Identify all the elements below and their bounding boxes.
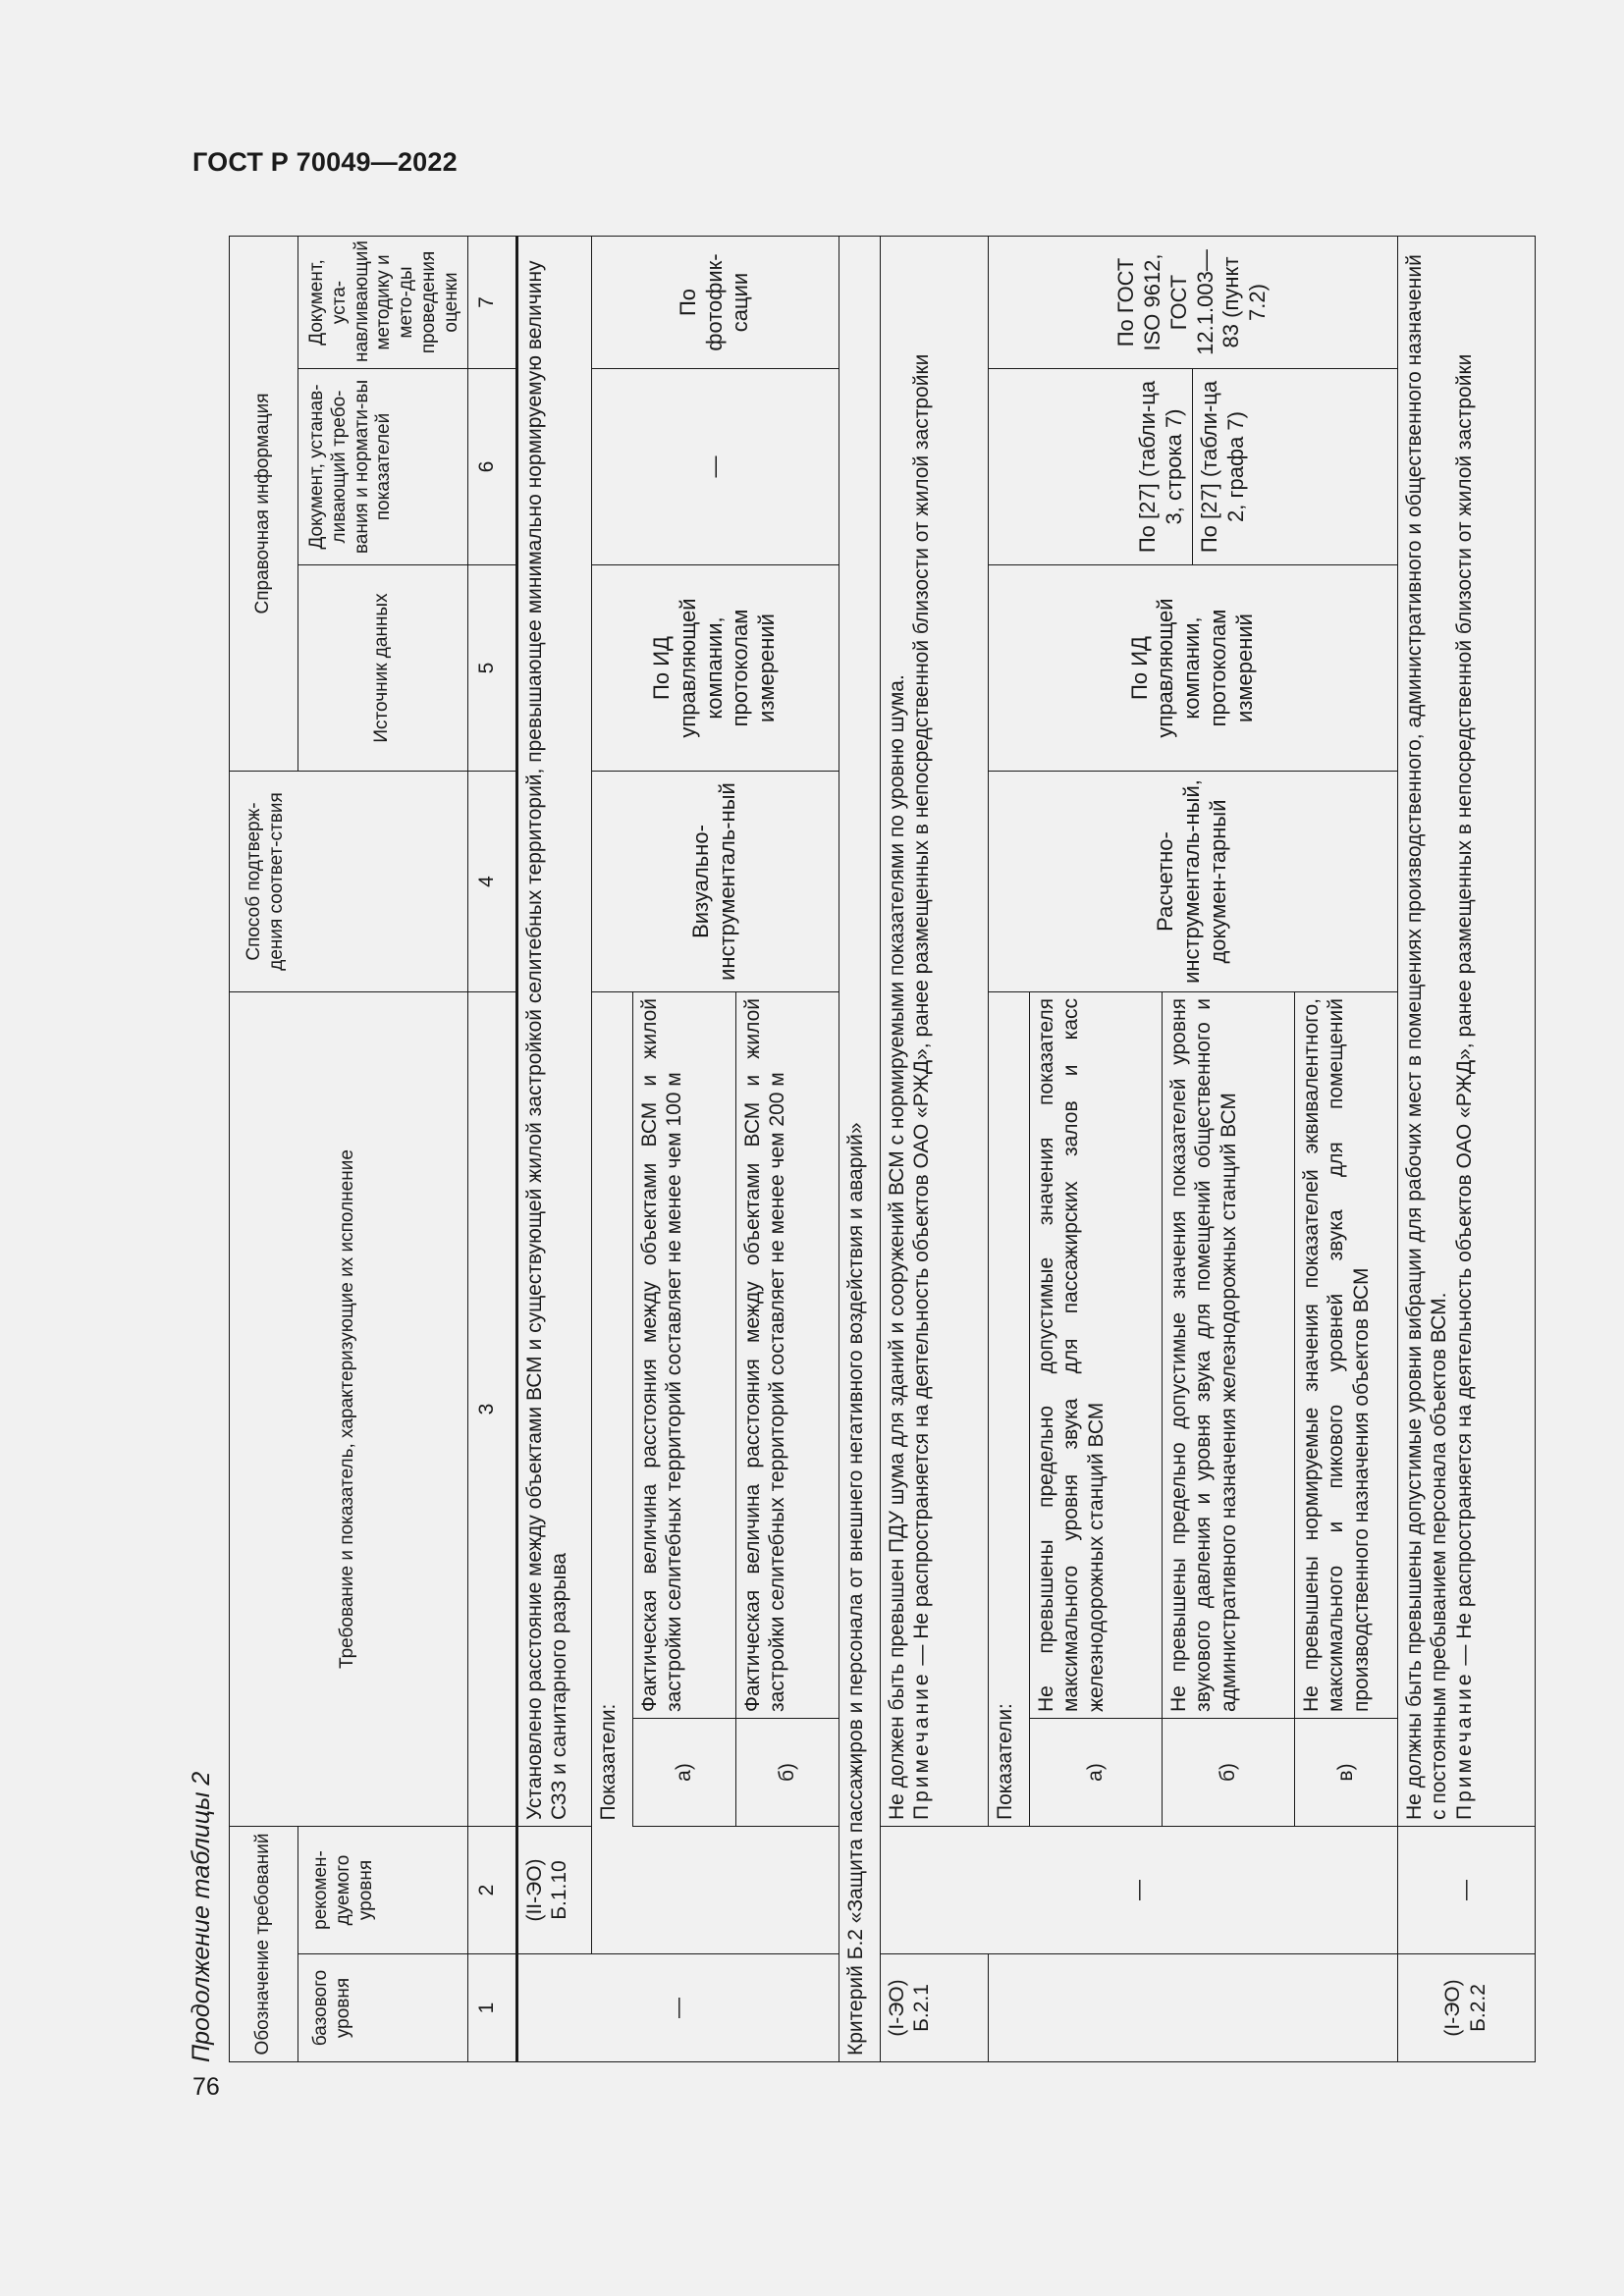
requirement-text: Не должны быть превышены допустимые уровни вибрации для рабочих мест в помещениях производственного, административного и общественного назначений с постоянным пребыванием персонала объектов ВСМ. [1402, 254, 1451, 1820]
header-designation: Обозначение требований [230, 1827, 298, 2062]
cell-doc6: — [591, 369, 839, 565]
indicators-label: Показатели: [988, 992, 1029, 1827]
cell-base-level: — [516, 1954, 839, 2062]
requirement-note [909, 242, 935, 1820]
indicator-text: Не превышены предельно допустимые значения показателей уровня звукового давления и уровня звука для помещений общественного и административного назначения железнодорожных станций ВСМ [1162, 992, 1294, 1719]
note-label: Примечание [1452, 1671, 1476, 1820]
doc6-b: По [27] (табли-ца 2, графа 7) [1197, 380, 1248, 554]
indicator-text: Фактическая величина расстояния между объектами ВСМ и жилой застройки селитебных территорий составляет не менее чем 100 м [632, 992, 735, 1719]
cell-method: Визуально-инструменталь-ный [591, 772, 839, 992]
indicator-label: а) [1029, 1719, 1162, 1827]
requirement-text: Установлено расстояние между объектами ВСМ и существующей жилой застройкой селитебных территорий, превышающее минимально нормируемую величину СЗЗ и санитарного разрыва [516, 236, 591, 1826]
indicator-text: Не превышены нормируемые значения показателей эквивалентного, максимального и пикового уровней звука для помещений производственного назначения объектов ВСМ [1294, 992, 1397, 1719]
page-number: 76 [192, 2073, 220, 2101]
indicator-label: б) [735, 1719, 839, 1827]
document-header: ГОСТ Р 70049—2022 [192, 147, 458, 177]
criterion-row: Критерий Б.2 «Защита пассажиров и персонала от внешнего негативного воздействия и аварий» [839, 236, 880, 2061]
header-base-level: базового уровня [298, 1954, 468, 2062]
cell-rec-level: — [880, 1827, 1397, 1954]
header-requirement: Требование и показатель, характеризующие их исполнение [230, 992, 468, 1827]
col-number: 5 [467, 565, 516, 772]
rotated-page-content [188, 209, 1490, 2062]
header-doc-requirements: Документ, устанав-ливающий требо-вания и нормати-вы показателей [298, 369, 468, 565]
cell-doc7: По ГОСТ ISO 9612, ГОСТ 12.1.003—83 (пункт 7.2) [988, 236, 1397, 368]
col-number: 2 [467, 1827, 516, 1954]
cell-doc6-split [988, 369, 1397, 565]
cell-doc7: По фотофик-сации [591, 236, 839, 368]
header-doc-method: Документ, уста-навливающий методику и мето-ды проведения оценки [298, 236, 468, 368]
requirement-block [880, 236, 988, 1826]
cell-rec-level: — [1397, 1827, 1535, 1954]
header-reference: Справочная информация [230, 236, 298, 771]
table-caption: Продолжение таблицы 2 [188, 1771, 215, 2062]
cell-method: Расчетно-инструменталь-ный, докумен-тарный [988, 772, 1397, 992]
cell-rec-level: (II-ЭО) Б.1.10 [516, 1827, 591, 1954]
header-source: Источник данных [298, 565, 468, 772]
requirement-text: Не должен быть превышен ПДУ шума для зданий и сооружений ВСМ с нормируемыми показателями по уровню шума. [885, 674, 908, 1820]
col-number: 7 [467, 236, 516, 368]
indicators-label: Показатели: [591, 992, 632, 1827]
note-text: — Не распространяется на деятельность объектов ОАО «РЖД», ранее размещенных в непосредственной близости от жилой застройки [1452, 353, 1476, 1672]
blank-cell [988, 1954, 1397, 2062]
blank-cell [591, 1827, 839, 1954]
indicator-label: в) [1294, 1719, 1397, 1827]
note-label: Примечание [910, 1671, 934, 1820]
cell-source: По ИД управляющей компании, протоколам измерений [591, 565, 839, 772]
header-recommended-level: рекомен-дуемого уровня [298, 1827, 468, 1954]
col-number: 6 [467, 369, 516, 565]
cell-base-level: (I-ЭО) Б.2.1 [880, 1954, 988, 2062]
col-number: 1 [467, 1954, 516, 2062]
requirement-note [1452, 242, 1478, 1820]
col-number: 4 [467, 772, 516, 992]
indicator-text: Фактическая величина расстояния между объектами ВСМ и жилой застройки селитебных территорий составляет не менее чем 200 м [735, 992, 839, 1719]
col-number: 3 [467, 992, 516, 1827]
header-method: Способ подтверж-дения соответ-ствия [230, 772, 468, 992]
note-text: — Не распространяется на деятельность объектов ОАО «РЖД», ранее размещенных в непосредственной близости от жилой застройки [910, 353, 934, 1672]
doc6-a: По [27] (табли-ца 3, строка 7) [1131, 369, 1193, 564]
cell-base-level: (I-ЭО) Б.2.2 [1397, 1954, 1535, 2062]
indicator-label: а) [632, 1719, 735, 1827]
indicator-text: Не превышены предельно допустимые значения показателя максимального уровня звука для пассажирских залов и касс железнодорожных станций ВСМ [1029, 992, 1162, 1719]
cell-source: По ИД управляющей компании, протоколам измерений [988, 565, 1397, 772]
requirements-table [229, 236, 1536, 2062]
indicator-label: б) [1162, 1719, 1294, 1827]
requirement-block [1397, 236, 1535, 1826]
